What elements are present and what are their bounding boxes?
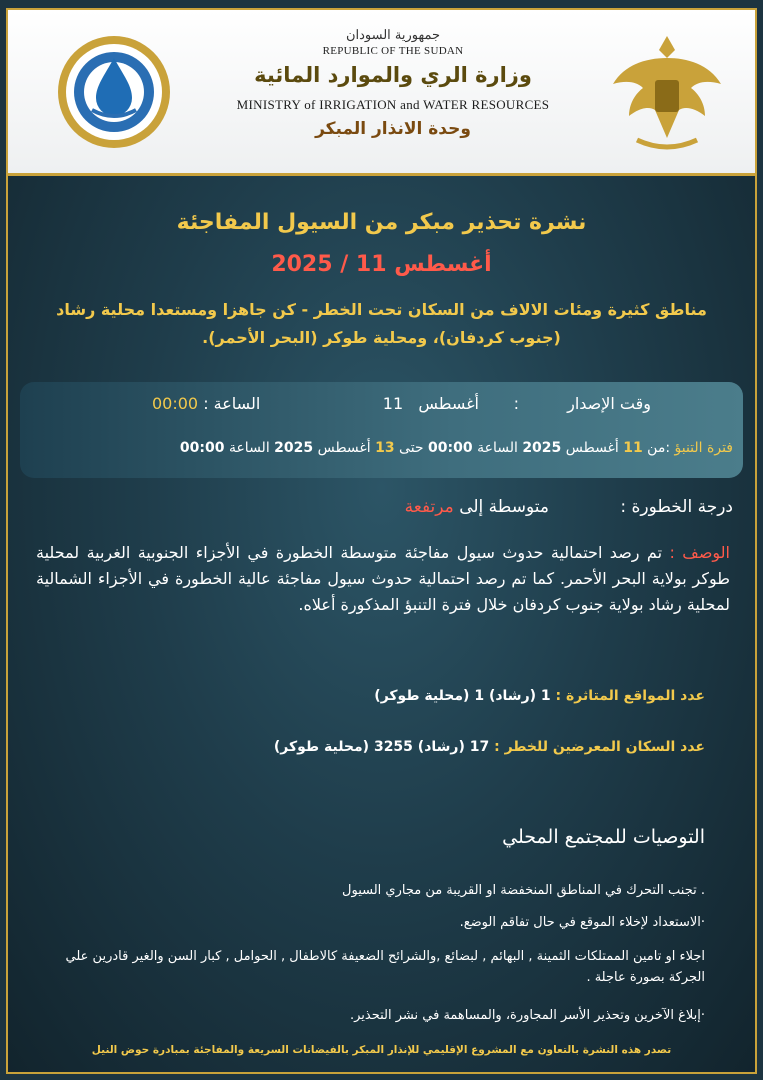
bulletin-date: أغسطس 11 / 2025 [271, 252, 492, 277]
header [8, 10, 755, 176]
bulletin-subtitle: مناطق كثيرة ومئات الالاف من السكان تحت الخطر - كن جاهزا ومستعدا محلية رشاد (جنوب كردفان)، ومحلية طوكر (البحر الأحمر). [56, 300, 707, 347]
sudan-emblem-icon [607, 28, 727, 156]
republic-arabic: جمهورية السودان [345, 28, 441, 43]
description-text: تم رصد احتمالية حدوث سيول مفاجئة متوسطة الخطورة في الأجزاء الجنوبية الغربية لمحلية طوكر بولاية البحر الأحمر. كما تم رصد احتمالية حدوث سيول مفاجئة عالية الخطورة في الأجزاء الشمالية لمحلية رشاد بولاية جنوب كردفان خلال فترة التنبؤ المذكورة أعلاه. [36, 543, 730, 614]
description [36, 540, 730, 618]
recommendation-item: ·الاستعداد لإخلاء الموقع في حال تفاقم الوضع. [459, 915, 705, 930]
footer-note: تصدر هذه النشرة بالتعاون مع المشروع الإقليمي للإنذار المبكر بالفيضانات السريعة والمفاجئة بمبادرة حوض النيل [91, 1044, 672, 1056]
affected-sites: عدد المواقع المتاثرة : 1 (رشاد) 1 (محلية طوكر) [374, 688, 705, 704]
description-label: الوصف : [669, 543, 730, 562]
population-at-risk: عدد السكان المعرضين للخطر : 17 (رشاد) 3255 (محلية طوكر) [273, 739, 705, 755]
recommendation-item: ·إبلاغ الآخرين وتحذير الأسر المجاورة، والمساهمة في نشر التحذير. [349, 1008, 705, 1023]
ministry-arabic: وزارة الري والموارد المائية [254, 63, 532, 87]
issue-time-label: وقت الإصدار [567, 394, 651, 413]
recommendation-item: . تجنب التحرك في المناطق المنخفضة او القريبة من مجاري السيول [342, 883, 705, 898]
unit-arabic: وحدة الانذار المبكر [315, 119, 471, 139]
recommendation-item: اجلاء او تامين الممتلكات الثمينة , البهائم , لبضائع ,والشرائح الضعيفة كالاطفال , الحوامل , كبار السن والغير قادرين علي الجركة بصورة عاجلة . [65, 949, 705, 985]
forecast-period: فترة التنبؤ :من 11 أغسطس 2025 الساعة 00:00 حتى 13 أغسطس 2025 الساعة 00:00 [179, 440, 733, 456]
severity-value: متوسطة إلى مرتفعة [404, 497, 549, 517]
severity-label: درجة الخطورة : [620, 497, 733, 517]
issue-date: أغسطس 11 [382, 394, 479, 413]
issue-separator: : [513, 394, 519, 413]
recommendations-title: التوصيات للمجتمع المحلي [502, 826, 705, 848]
bulletin-title: نشرة تحذير مبكر من السيول المفاجئة [176, 210, 587, 235]
republic-english: REPUBLIC OF THE SUDAN [322, 45, 464, 57]
ministry-english: MINISTRY of IRRIGATION and WATER RESOURCES [236, 97, 550, 112]
header-center [198, 18, 588, 139]
ministry-logo-icon [54, 30, 174, 155]
issue-hour: الساعة : 00:00 [152, 394, 261, 413]
